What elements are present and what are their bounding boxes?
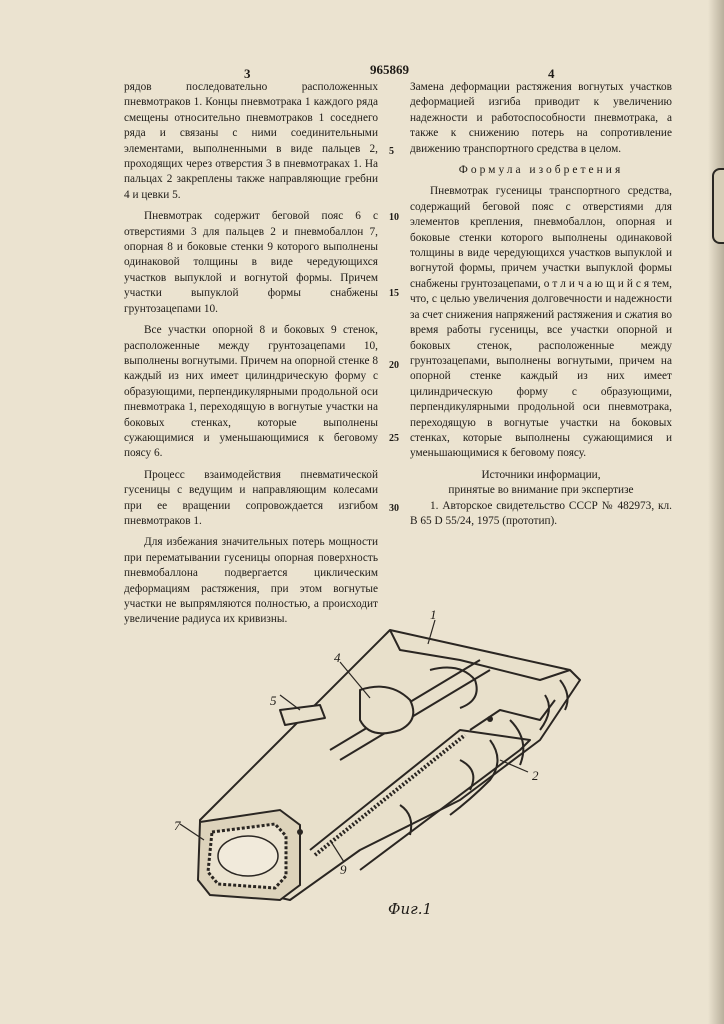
- figure-label-4: 4: [334, 650, 341, 665]
- figure-label-7: 7: [174, 818, 181, 833]
- sources-title: Источники информации,: [481, 468, 601, 481]
- line-number: 10: [389, 212, 399, 223]
- pneumatic-track-figure: [160, 600, 610, 930]
- patent-number: 965869: [370, 62, 409, 77]
- sources-subtitle: принятые во внимание при экспертизе: [448, 484, 634, 497]
- pin-hole: [297, 829, 303, 835]
- paragraph: Замена деформации растяжения вогнутых участков деформацией изгиба приводит к увеличению надежности и работоспособности пневмотрака, а также к снижению потерь на сопротивление движению транспортного средства в целом.: [410, 81, 672, 155]
- right-column: [410, 80, 672, 535]
- figure-label-5: 5: [270, 693, 277, 708]
- claims-heading: Формула изобретения: [458, 164, 624, 177]
- figure-label-1: 1: [430, 607, 437, 622]
- left-page-number: 3: [244, 66, 251, 81]
- figure-label-9: 9: [340, 862, 347, 877]
- claim-text: Пневмотрак гусеницы транспортного средства, содержащий беговой пояс с отверстиями для элементов крепления, пневмобаллон, опорная и боковые стенки которого выполнены одинаковой толщины в виде чередующихся участков выпуклой и вогнутой формы, причем участки выпуклой формы снабжены грунтозацепами, о т л и ч а ю щ и й с я тем, что, с целью увеличения долговечности и надежности за счет снижения напряжений растяжения и сжатия во время работы гусеницы, все участки опорной и боковых стенок, расположенные между грунтозацепами, выполнены вогнутыми, причем на опорной стенке каждый из них имеет цилиндрическую форму с образующими, перпендикулярными продольной оси пневмотрака, переходящую в вогнутые участки на боковых стенках, которые выполнены сужающимися и уменьшающимися к беговому поясу.: [410, 185, 672, 460]
- line-number: 30: [389, 503, 399, 514]
- pneumo-balloon-section: [198, 810, 300, 900]
- source-reference: 1. Авторское свидетельство СССР № 482973, кл. В 65 D 55/24, 1975 (прототип).: [410, 499, 672, 527]
- paragraph: рядов последовательно расположенных пневмотраков 1. Концы пневмотрака 1 каждого ряда смещены относительно пневмотраков 1 соседнего ряда и связаны с ними соединительными элементами, выполненными в виде пальцев 2, проходящих через отверстия 3 в пневмотраках 1. На пальцах 2 закреплены также направляющие гребни 4 и цевки 5.: [124, 81, 378, 201]
- figure-caption: Фиг.1: [388, 900, 433, 918]
- page-edge-shadow: [708, 0, 724, 1024]
- left-column: [124, 80, 378, 634]
- line-number: 15: [389, 288, 399, 299]
- paragraph: Для избежания значительных потерь мощности при перематывании гусеницы опорная поверхность пневмобаллона подвергается циклическим деформациям растяжения, при этом вогнутые участки не выпрямляются полностью, а происходит увеличение радиуса их кривизны.: [124, 536, 378, 626]
- binder-tab: [712, 168, 724, 244]
- pin-hole: [487, 716, 493, 722]
- right-page-number: 4: [548, 66, 555, 81]
- paragraph: Все участки опорной 8 и боковых 9 стенок, расположенные между грунтозацепами 10, выполнены вогнутыми. Причем на опорной стенке 8 каждый из них имеет цилиндрическую форму с образующими, перпендикулярными продольной оси пневмотрака 1, переходящую в вогнутые участки на боковых стенках, которые выполнены сужающимися и уменьшающимися к беговому поясу 6.: [124, 324, 378, 460]
- line-number: 25: [389, 433, 399, 444]
- paragraph: Пневмотрак содержит беговой пояс 6 с отверстиями 3 для пальцев 2 и пневмобаллон 7, опорная 8 и боковые стенки 9 которого выполнены одинаковой толщины в виде чередующихся участков выпуклой и вогнутой формы. Причем участки выпуклой формы снабжены грунтозацепами 10.: [124, 210, 378, 315]
- line-number: 20: [389, 360, 399, 371]
- paragraph: Процесс взаимодействия пневматической гусеницы с ведущим и направляющим колесами при ее вращении сопровождается изгибом пневмотраков 1.: [124, 468, 378, 527]
- figure-label-2: 2: [532, 768, 539, 783]
- line-number: 5: [389, 146, 394, 157]
